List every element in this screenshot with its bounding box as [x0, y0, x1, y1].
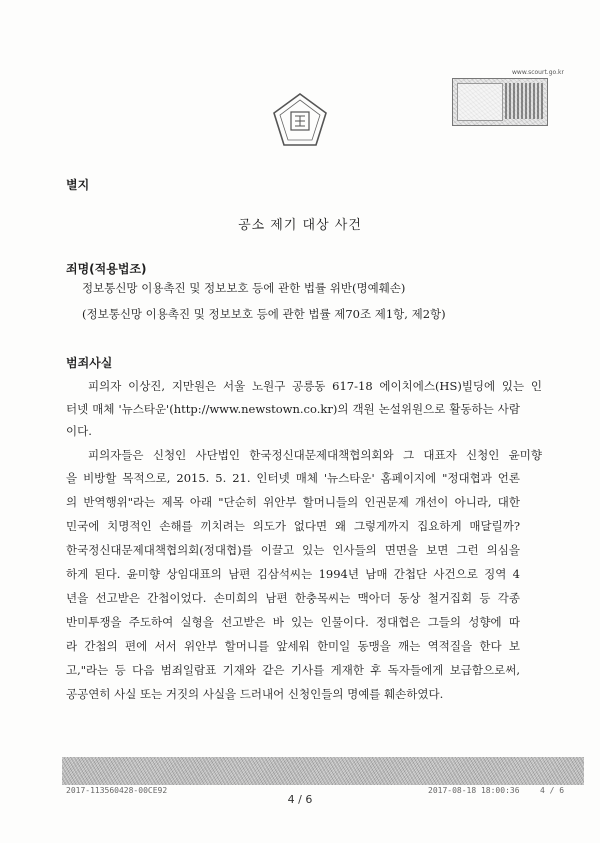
doc-title: 공소 제기 대상 사건: [238, 218, 362, 233]
scan-stamp: [452, 78, 548, 126]
facts-line: 라 간첩의 편에 서서 위안부 할머니를 앞세워 한미일 동맹을 깨는 역적질을 한다 보: [66, 639, 520, 653]
barcode-icon: [505, 83, 543, 119]
facts-line: 을 비방할 목적으로, 2015. 5. 21. 인터넷 매체 '뉴스타운' 홈페이지에 "정대협과 언론: [66, 471, 520, 485]
facts-line: 반미투쟁을 주도하여 실형을 선고받은 바 있는 인물이다. 정대협은 그들의 성향에 따: [66, 615, 520, 629]
charge-heading: 죄명(적용법조): [66, 262, 147, 276]
site-url: www.scourt.go.kr: [512, 69, 564, 76]
annex-label: 별지: [66, 178, 90, 192]
facts-heading: 범죄사실: [66, 356, 113, 370]
charge-line-1: 정보통신망 이용촉진 및 정보보호 등에 관한 법률 위반(명예훼손): [82, 281, 406, 295]
facts-line: 피의자 이상진, 지만원은 서울 노원구 공릉동 617-18 에이치에스(HS)빌딩에 있는 인: [88, 379, 542, 393]
page-fraction: 4 / 6: [540, 786, 565, 795]
facts-line: 터넷 매체 '뉴스타운'(http://www.newstown.co.kr)의 객원 논설위원으로 활동하는 사람: [66, 402, 520, 416]
facts-line: 공공연히 사실 또는 거짓의 사실을 드러내어 신청인들의 명예를 훼손하였다.: [66, 687, 444, 701]
page-number: 4 / 6: [287, 793, 313, 806]
facts-line: 민국에 치명적인 손해를 끼치려는 의도가 없다면 왜 그렇게까지 집요하게 매달릴까?: [66, 519, 520, 533]
facts-line: 피의자들은 신청인 사단법인 한국정신대문제대책협의회와 그 대표자 신청인 윤미향: [88, 448, 542, 462]
facts-line: 고,"라는 등 다음 범죄일람표 기재와 같은 기사를 게재한 후 독자들에게 보급함으로써,: [66, 663, 520, 677]
facts-line: 년을 선고받은 간첩이었다. 손미희의 남편 한충목씨는 맥아더 동상 철거집회 등 각종: [66, 591, 520, 605]
print-timestamp: 2017-08-18 18:00:36: [428, 786, 520, 795]
facts-line: 이다.: [66, 424, 92, 438]
facts-line: 한국정신대문제대책협의회(정대협)를 이끌고 있는 인사들의 면면을 보면 그런 의심을: [66, 543, 520, 557]
charge-line-2: (정보통신망 이용촉진 및 정보보호 등에 관한 법률 제70조 제1항, 제2항): [82, 307, 446, 321]
facts-line: 하게 된다. 윤미향 상임대표의 남편 김삼석씨는 1994년 남매 간첩단 사건으로 징역 4: [66, 567, 520, 581]
court-emblem-icon: [271, 92, 329, 148]
facts-line: 의 반역행위"라는 제목 아래 "단순히 위안부 할머니들의 인권문제 개선이 아니라, 대한: [66, 495, 520, 509]
scan-footer-band: [62, 757, 584, 785]
stamp-seal: [457, 83, 503, 121]
document-id: 2017-113560428-00CE92: [66, 786, 168, 795]
